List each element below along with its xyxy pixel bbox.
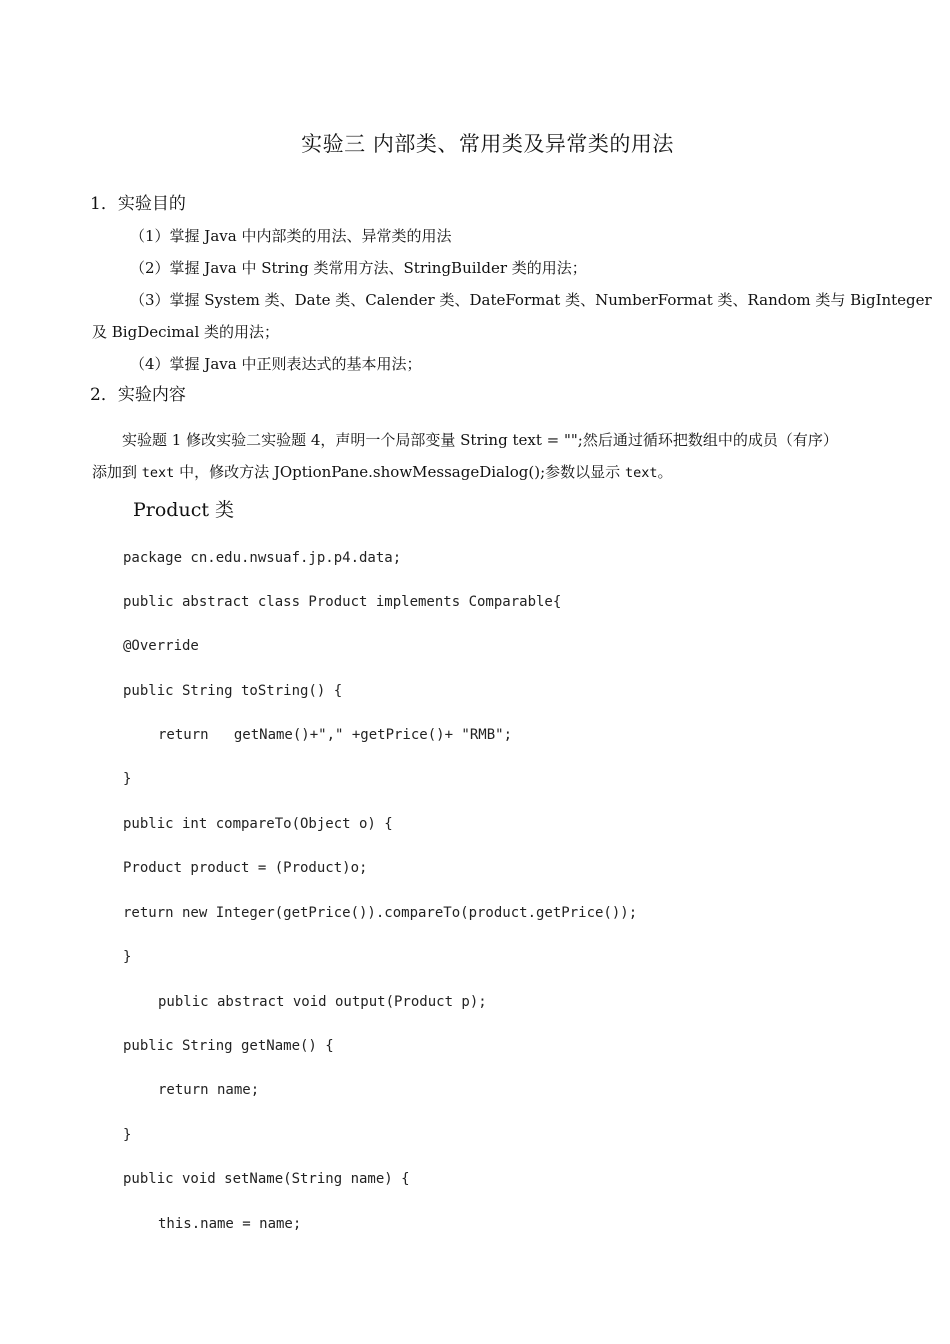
objective-item: （2）掌握 Java 中 String 类常用方法、StringBuilder 类的用法； — [130, 259, 587, 277]
task-paragraph-line — [92, 461, 892, 482]
code-line: this.name = name; — [158, 1216, 302, 1232]
objective-item: （1）掌握 Java 中内部类的用法、异常类的用法 — [130, 227, 452, 245]
code-line: return getName()+"," +getPrice()+ "RMB"; — [158, 727, 513, 743]
code-line: return new Integer(getPrice()).compareTo(product.getPrice()); — [123, 905, 638, 921]
code-line: Product product = (Product)o; — [123, 860, 368, 876]
text-run: 。 — [657, 463, 673, 481]
objective-item: （4）掌握 Java 中正则表达式的基本用法； — [130, 355, 422, 373]
text-run: 添加到 — [92, 463, 142, 481]
code-line: } — [123, 771, 132, 787]
code-line: public String toString() { — [123, 683, 343, 699]
code-line: public int compareTo(Object o) { — [123, 816, 393, 832]
page-title: 实验三 内部类、常用类及异常类的用法 — [301, 132, 674, 156]
code-line: return name; — [158, 1082, 260, 1098]
inline-code: text — [141, 465, 175, 481]
class-subheading: Product 类 — [133, 499, 235, 521]
code-line: } — [123, 949, 132, 965]
objective-item-continued: 及 BigDecimal 类的用法； — [92, 323, 280, 341]
text-run: 中，修改方法 JOptionPane.showMessageDialog();参数以显示 — [174, 463, 625, 481]
code-line: public String getName() { — [123, 1038, 334, 1054]
code-line: public abstract void output(Product p); — [158, 994, 487, 1010]
section-heading-objectives: 1．实验目的 — [90, 194, 186, 214]
code-line: package cn.edu.nwsuaf.jp.p4.data; — [123, 550, 402, 566]
code-line: public abstract class Product implements Comparable{ — [123, 594, 562, 610]
task-paragraph-line: 实验题 1 修改实验二实验题 4，声明一个局部变量 String text = "";然后通过循环把数组中的成员（有序） — [122, 431, 838, 449]
code-line: } — [123, 1127, 132, 1143]
inline-code: text — [624, 465, 658, 481]
code-line: @Override — [123, 638, 199, 654]
code-line: public void setName(String name) { — [123, 1171, 410, 1187]
objective-item: （3）掌握 System 类、Date 类、Calender 类、DateFormat 类、NumberFormat 类、Random 类与 BigInteger — [130, 291, 932, 309]
section-heading-content: 2．实验内容 — [90, 385, 186, 405]
